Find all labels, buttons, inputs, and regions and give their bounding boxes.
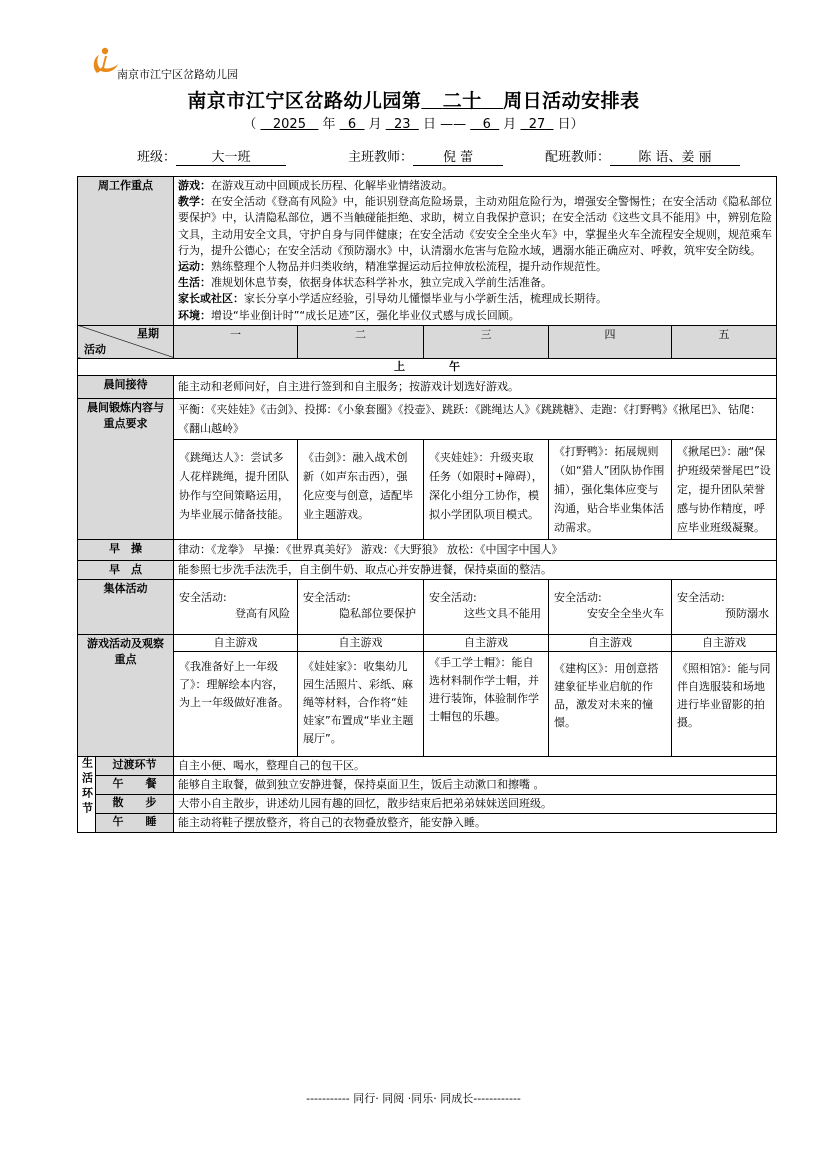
lunch-row	[78, 775, 777, 794]
exercise-days-row	[78, 439, 777, 539]
exercise-wed: 《夹娃娃》：升级夹取任务（如限时+障碍），深化小组分工协作，模拟小学团队项目模式。	[424, 439, 549, 539]
lunch-label: 午 餐	[96, 775, 174, 794]
gym-content: 律动：《龙拳》 早操：《世界真美好》 游戏：《大野狼》 放松：《中国字中国人》	[174, 539, 777, 560]
snack-label: 早 点	[78, 560, 174, 579]
week-focus-content	[174, 177, 777, 326]
date-range: （ 2025 年 6 月 23 日 —— 6 月 27 日）	[243, 117, 584, 132]
snack-content: 能参照七步洗手法洗手，自主倒牛奶、取点心并安静进餐，保持桌面的整洁。	[174, 560, 777, 579]
group-mon	[174, 579, 298, 634]
life-section-label	[78, 756, 96, 832]
group-topic: 隐私部位要保护	[339, 606, 416, 620]
play-days-row	[78, 651, 777, 756]
home-key: 家长或社区：	[178, 292, 244, 306]
week-focus-label: 周工作重点	[78, 177, 174, 326]
day-tue: 二	[298, 325, 424, 358]
start-month: 6	[347, 117, 357, 132]
gym-label: 早 操	[78, 539, 174, 560]
play-type-mon: 自主游戏	[174, 634, 298, 651]
year: 2025	[272, 117, 306, 132]
group-topic: 安安全全坐火车	[587, 606, 664, 620]
school-name: 南京市江宁区岔路幼儿园	[117, 68, 238, 81]
exercise-fri: 《揪尾巴》：融“保护班级荣誉尾巴”设定，提升团队荣誉感与协作精度，呼应毕业班级凝聚。	[672, 439, 777, 539]
exercise-mon: 《跳绳达人》：尝试多人花样跳绳，提升团队协作与空间策略运用，为毕业展示储备技能。	[174, 439, 298, 539]
play-wed: 《手工学士帽》：能自选材料制作学士帽，并进行装饰，体验制作学士帽包的乐趣。	[424, 651, 549, 756]
assistant-label: 配班教师：	[545, 150, 611, 165]
group-topic: 预防溺水	[725, 606, 769, 620]
teacher-value: 倪 蕾	[413, 151, 503, 166]
home-value: 家长分享小学适应经验，引导幼儿懂憬毕业与小学新生活，梳理成长期待。	[244, 292, 607, 306]
exercise-top-row	[78, 398, 777, 439]
week-label: 星期	[137, 326, 159, 340]
play-fri: 《照相馆》：能与同伴自选服装和场地进行毕业留影的拍摄。	[672, 651, 777, 756]
group-prefix: 安全活动:	[677, 590, 725, 604]
group-tue	[298, 579, 424, 634]
group-row	[78, 579, 777, 634]
reception-row	[78, 375, 777, 398]
group-prefix: 安全活动:	[429, 590, 477, 604]
start-day: 23	[394, 117, 411, 132]
play-thu: 《建构区》：用创意搭建象征毕业启航的作品，激发对未来的憧憬。	[549, 651, 672, 756]
group-label: 集体活动	[78, 579, 174, 634]
class-label: 班级：	[137, 150, 177, 165]
lunch-content: 能够自主取餐，做到独立安静进餐，保持桌面卫生，饭后主动漱口和擦嘴 。	[174, 775, 777, 794]
day-mon: 一	[174, 325, 298, 358]
group-prefix: 安全活动:	[554, 590, 602, 604]
end-month: 6	[482, 117, 491, 132]
nap-content: 能主动将鞋子摆放整齐，将自己的衣物叠放整齐，能安静入睡。	[174, 813, 777, 832]
snack-row	[78, 560, 777, 579]
day-thu: 四	[549, 325, 672, 358]
teach-key: 教学：	[178, 195, 211, 209]
group-topic: 这些文具不能用	[464, 606, 541, 620]
end-day: 27	[528, 117, 546, 132]
transition-row	[78, 756, 777, 775]
play-label: 游戏活动及观察重点	[78, 634, 174, 756]
life-label-text: 生活环节	[80, 756, 94, 817]
play-type-wed: 自主游戏	[424, 634, 549, 651]
play-tue: 《娃娃家》：收集幼儿园生活照片、彩纸、麻绳等材料，合作将“娃娃家”布置成“毕业主题展厅”。	[298, 651, 424, 756]
life-value: 准规划休息节奏，依据身体状态科学补水，独立完成入学前生活准备。	[211, 276, 552, 290]
sport-value: 熟练整理个人物品并归类收纳，精准掌握运动后拉伸放松流程，提升动作规范性。	[211, 260, 607, 274]
group-thu	[549, 579, 672, 634]
sport-key: 运动：	[178, 260, 211, 274]
assistant-value: 陈 语、姜 丽	[610, 151, 740, 166]
walk-label: 散 步	[96, 794, 174, 813]
game-key: 游戏：	[178, 179, 211, 192]
walk-row	[78, 794, 777, 813]
day-header-row	[78, 325, 777, 358]
life-key: 生活：	[178, 276, 211, 290]
play-type-fri: 自主游戏	[672, 634, 777, 651]
activity-label: 活动	[84, 342, 106, 356]
group-fri	[672, 579, 777, 634]
nap-row	[78, 813, 777, 832]
group-topic: 登高有风险	[235, 606, 290, 620]
teacher-info	[348, 146, 503, 166]
title-suffix: 周日活动安排表	[503, 90, 640, 112]
weekly-schedule-table	[77, 176, 777, 833]
walk-content: 大带小自主散步，讲述幼儿园有趣的回忆，散步结束后把弟弟妹妹送回班级。	[174, 794, 777, 813]
reception-label: 晨间接待	[78, 375, 174, 398]
exercise-thu: 《打野鸭》：拓展规则（如“猎人”团队协作围捕），强化集体应变与沟通，贴合毕业集体活动需求。	[549, 439, 672, 539]
play-type-row	[78, 634, 777, 651]
day-wed: 三	[424, 325, 549, 358]
class-info	[137, 146, 286, 166]
morning-row	[78, 358, 777, 375]
group-prefix: 安全活动:	[303, 590, 351, 604]
day-fri: 五	[672, 325, 777, 358]
env-value: 增设“毕业倒计时”“成长足迹”区，强化毕业仪式感与成长回顾。	[211, 308, 520, 322]
page-title	[0, 86, 827, 113]
transition-content: 自主小便、喝水，整理自己的包干区。	[174, 756, 777, 775]
diagonal-header	[78, 325, 174, 358]
teach-value: 在安全活动《登高有风险》中，能识别登高危险场景，主动劝阻危险行为，增强安全警惕性；在安全活动《隐私部位要保护》中，认清隐私部位，遇不当触碰能拒绝、求助，树立自我保护意识；在安全活动《这些文具不能用》中，辨别危险文具，主动用安全文具，守护自身与同伴健康；在安全活动《安安全全坐火车》中，掌握坐火车全流程安全规则，规范乘车行为，提升公德心；在安全活动《预防溺水》中，认清溺水危害与危险水域，遇溺水能正确应对、呼救，筑牢安全防线。	[178, 195, 772, 257]
kindergarten-logo-icon	[90, 46, 120, 76]
nap-label: 午 睡	[96, 813, 174, 832]
exercise-tue: 《击剑》：融入战术创新（如声东击西），强化应变与创意，适配毕业主题游戏。	[298, 439, 424, 539]
env-key: 环境：	[178, 308, 211, 322]
group-wed	[424, 579, 549, 634]
group-prefix: 安全活动:	[179, 590, 227, 604]
week-number: 二十	[442, 90, 482, 112]
exercise-label: 晨间锻炼内容与重点要求	[78, 398, 174, 539]
play-type-tue: 自主游戏	[298, 634, 424, 651]
assistant-info	[545, 146, 740, 166]
game-value: 在游戏互动中回顾成长历程、化解毕业情绪波动。	[211, 179, 453, 192]
class-value: 大一班	[176, 151, 286, 166]
exercise-overview: 平衡：《夹娃娃》《击剑》、投掷：《小象套圈》《投壶》、跳跃：《跳绳达人》《跳跳糖》、走跑：《打野鸭》《揪尾巴》、钻爬：《翻山越岭》	[174, 398, 777, 439]
week-focus-row	[78, 177, 777, 326]
footer-slogan: ----------- 同行· 同阅 ·同乐· 同成长------------	[306, 1092, 521, 1105]
title-prefix: 南京市江宁区岔路幼儿园第	[187, 90, 422, 112]
morning-label: 上 午	[78, 358, 777, 375]
reception-content: 能主动和老师问好，自主进行签到和自主服务；按游戏计划选好游戏。	[174, 375, 777, 398]
transition-label: 过渡环节	[96, 756, 174, 775]
gym-row	[78, 539, 777, 560]
play-type-thu: 自主游戏	[549, 634, 672, 651]
play-mon: 《我准备好上一年级了》：理解绘本内容，为上一年级做好准备。	[174, 651, 298, 756]
teacher-label: 主班教师：	[348, 150, 414, 165]
